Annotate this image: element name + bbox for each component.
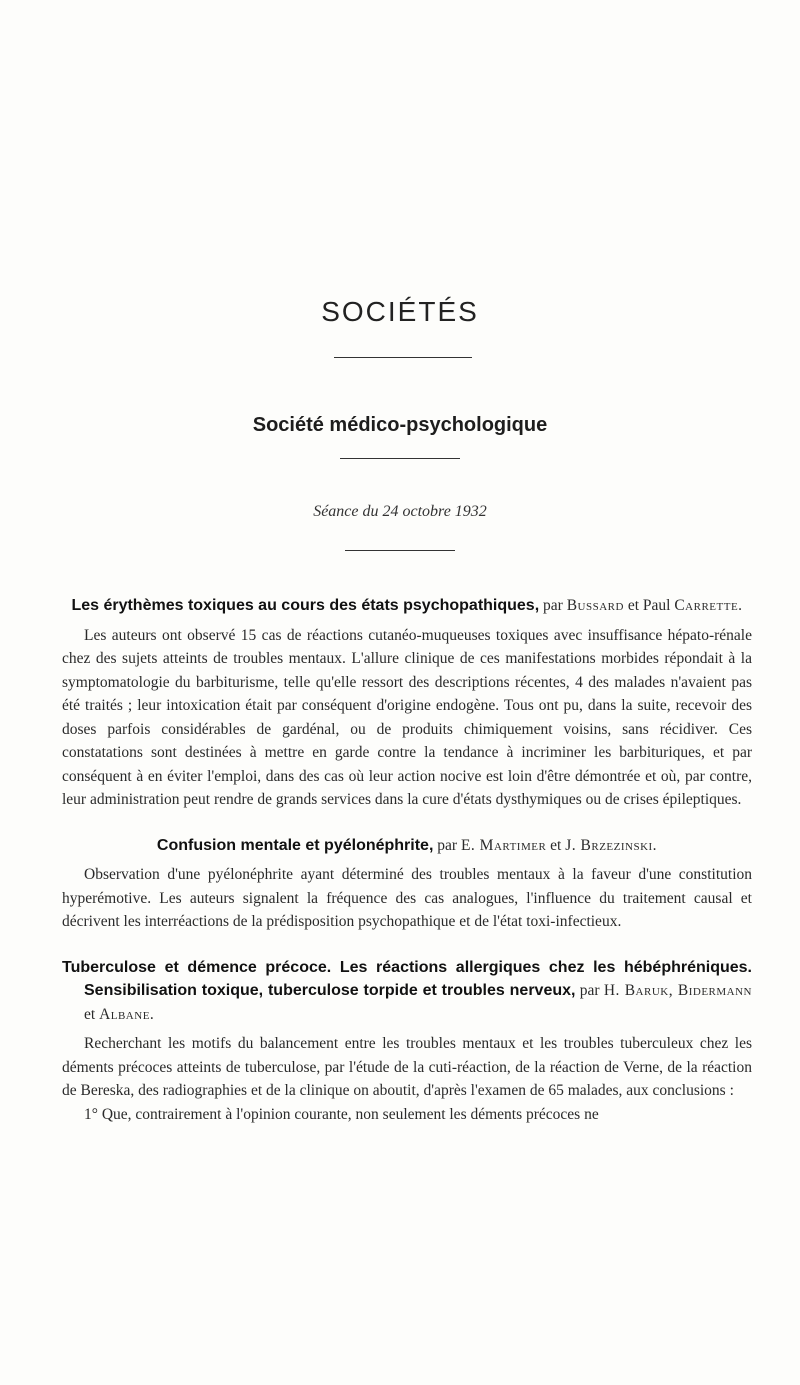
paper-title: Confusion mentale et pyélonéphrite, [156, 836, 434, 854]
author-name: H. Baruk, Bidermann [603, 982, 753, 999]
session-date: Séance du 24 octobre 1932 [313, 503, 487, 520]
paper-title: Les érythèmes toxiques au cours des états psychopathiques, [71, 597, 540, 614]
author-name: Carrette. [674, 597, 743, 614]
by-word: par [579, 982, 600, 999]
paper-paragraph: Observation d'une pyélonéphrite ayant déterminé des troubles mentaux à la faveur d'une constitution hyperémotive. Les auteurs signalent la fréquence des cas analogues, l'influence du traitement causal et décrivent les interréactions de la prédisposition psychopathique et de l'état toxi-infectieux. [62, 866, 752, 930]
society-rule [340, 458, 460, 459]
title-rule [334, 357, 472, 358]
by-word: par [543, 597, 563, 614]
and-word: et [84, 1005, 96, 1023]
and-word: et [627, 597, 640, 614]
article-body [62, 594, 752, 1142]
paper-heading [62, 594, 752, 618]
author-name: E. Martimer [460, 836, 547, 854]
paper-heading [62, 834, 752, 858]
and-word: et [550, 836, 562, 854]
society-name: Société médico-psychologique [252, 414, 548, 436]
paper-heading [62, 956, 752, 1027]
paper-title: Tuberculose et démence précoce. Les réactions allergiques chez les hébéphréniques. Sensibilisation toxique, tuberculose torpide et troubles nerveux, [62, 958, 752, 999]
paper-confusion [62, 834, 752, 934]
paper-tuberculose [62, 956, 752, 1127]
by-word: par [437, 836, 458, 854]
author-name: J. Brzezinski. [565, 836, 658, 854]
session-rule [345, 550, 455, 551]
author-name: Albane. [99, 1005, 155, 1023]
section-title: SOCIÉTÉS [321, 296, 479, 327]
paper-paragraph: Les auteurs ont observé 15 cas de réactions cutanéo-muqueuses toxiques avec insuffisance hépato-rénale chez des sujets atteints de troubles mentaux. L'allure clinique de ces manifestations morbides répondait à la symptomatologie du barbiturisme, telle qu'elle ressort des descriptions récentes, 4 des malades n'avaient pas été traités ; leur intoxication était par conséquent d'origine endogène. Tous ont pu, dans la suite, recevoir des doses parfois considérables de gardénal, ou de produits chimiquement voisins, sans récidiver. Ces constatations sont destinées à mettre en garde contre la tendance à incriminer les barbituriques, et par conséquent à en éviter l'emploi, dans des cas où leur action nocive est loin d'être démontrée et où, par contre, leur administration peut rendre de grands services dans la cure d'états dysthymiques ou de crises épileptiques. [62, 626, 752, 808]
author-name: Bussard [566, 597, 624, 614]
paper-erythemes [62, 594, 752, 812]
paper-paragraph: 1° Que, contrairement à l'opinion courante, non seulement les déments précoces ne [84, 1105, 599, 1123]
author-first-name: Paul [642, 597, 671, 614]
paper-paragraph: Recherchant les motifs du balancement entre les troubles mentaux et les troubles tuberculeux chez les déments précoces atteints de tuberculose, par l'étude de la cuti-réaction, de la réaction de Verne, de la réaction de Bereska, des radiographies et de la clinique on aboutit, d'après l'examen de 65 malades, aux conclusions : [62, 1035, 752, 1099]
